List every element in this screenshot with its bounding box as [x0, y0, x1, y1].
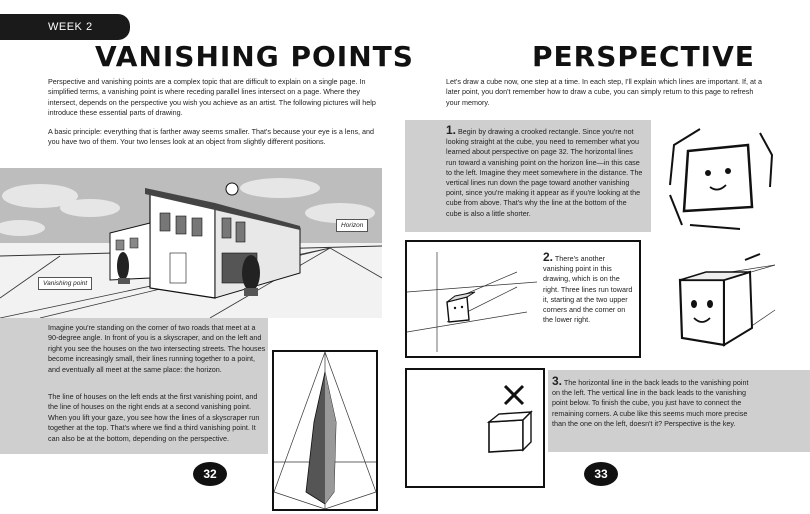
left-intro-paragraph-1: Perspective and vanishing points are a complex topic that are difficult to explain on a single page. In simplified terms, a vanishing point is where receding parallel lines intersect on a page. Where they intersect, depends on the perspective you wish you achieve as an artist. The following pictures will help introduce these essential parts of drawing. — [48, 77, 376, 118]
step-1-cube-illustration — [660, 125, 780, 235]
left-intro-paragraph-2: A basic principle: everything that is farther away seems smaller. That's because your eye is a lens, and you have two of them. Your two lenses look at an object from slightly different positions. — [48, 127, 375, 147]
step-1-text — [446, 125, 644, 219]
horizon-label: Horizon — [336, 219, 368, 232]
week-banner: WEEK 2 — [0, 14, 130, 40]
street-perspective-illustration — [0, 168, 382, 318]
smiling-cube-drawing — [660, 250, 780, 355]
step-2-description: There's another vanishing point in this drawing, which is on the right. Three lines run toward it, starting at the two upper corners and the corner on the lower right. — [543, 254, 633, 325]
step-1-number: 1. — [446, 123, 457, 137]
vanishing-point-label: Vanishing point — [38, 277, 92, 290]
explanation-paragraph-2: The line of houses on the left ends at the first vanishing point, and the line of houses on the right ends at a second vanishing point. When you lift your gaze, you see how the lines of a skyscraper run together at the top. That's where we find a third vanishing point. It can also be at the bottom, depending on the perspective. — [48, 392, 260, 443]
step-3-description: The horizontal line in the back leads to the vanishing point on the left. The vertical line in the back leads to the vanishing point below. To finish the cube, you just have to connect the remaining corners. A cube like this seems much more precise than the one on the left, doesn't it? Perspective is the key. — [552, 378, 749, 428]
step-2-text — [543, 252, 635, 325]
step-1-description: Begin by drawing a crooked rectangle. Since you're not looking straight at the cube, you need to remember what you learned about perspective on page 32. The horizontal lines run toward a vanishing point on the horizon line—in this case to the left. Imagine they meet somewhere in the distance. The vertical lines run down the page toward another vanishing point, since you're making it appear as if you're looking at the cube from above. That's why the line at the bottom of the cube is also a little shorter. — [446, 127, 643, 218]
step-3-text — [552, 376, 752, 429]
skyscraper-illustration — [272, 350, 378, 511]
step-2-cube-illustration — [660, 250, 780, 355]
skyscraper-drawing — [274, 352, 376, 509]
imprecise-cube-drawing — [407, 370, 543, 486]
step-3-left-box — [405, 368, 545, 488]
cube-face-drawing — [660, 125, 780, 235]
step-3-number: 3. — [552, 374, 563, 388]
right-intro-paragraph: Let's draw a cube now, one step at a time. In each step, I'll explain which lines are important. If, at a later point, you don't remember how to draw a cube, you can simply return to this page to refresh your memory. — [446, 77, 762, 107]
street-drawing — [0, 168, 382, 318]
right-page-title: PERSPECTIVE — [532, 40, 755, 73]
left-page-number: 32 — [193, 462, 227, 486]
right-page-number: 33 — [584, 462, 618, 486]
step-2-number: 2. — [543, 250, 554, 264]
explanation-paragraph-1: Imagine you're standing on the corner of two roads that meet at a 90-degree angle. In front of you is a skyscraper, and on the left and right you see the houses on the two intersecting streets. The houses become increasingly small, their lines running together to a point, and eventually all meet at the same place: the horizon. — [48, 323, 266, 374]
left-page-title: VANISHING POINTS — [95, 40, 414, 73]
step-2-perspective-lines — [407, 242, 537, 356]
